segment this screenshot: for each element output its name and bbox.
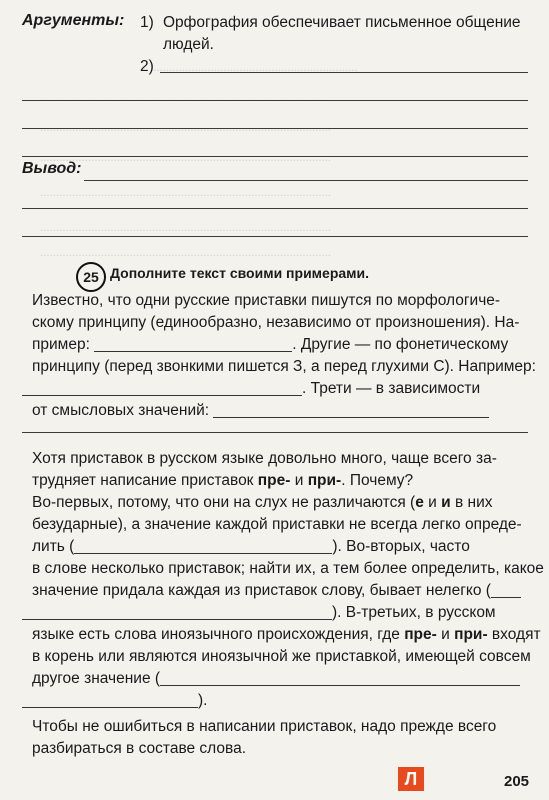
task-text-line: безударные), а значение каждой приставки не всегда легко опреде-	[32, 516, 522, 533]
task-text-line: языке есть слова иноязычного происхождения, где пре- и при- входят	[32, 626, 541, 643]
answer-blank[interactable]	[22, 691, 198, 708]
task-text-line: другое значение (	[32, 668, 520, 690]
answer-line[interactable]	[22, 432, 528, 433]
task-title: Дополните текст своими примерами.	[110, 265, 370, 281]
workbook-page: ................................................................. ........................................................................................... ........................................................................................... ........................................................................................... ........................................................................................... ........................................................................................... ........................................................................................... Аргументы: 1) Орфография обеспечивает письменное общение людей. 2) Вывод: 25 Дополните текст своими примерами. Известно, что одни русские приставки пишутся по морфологиче- скому принципу (единообразно, независимо от произношения). На- пример: . Другие — по фонетическому принципу (перед звонкими пишется З, а перед глухими С). Например: . Трети — в зависимости от смысловых значений: Хотя приставок в русском языке довольно много, чаще всего за- трудняет написание приставок пре- и при-. Почему? Во-первых, потому, что они на слух не различаются (е и и в них безударные), а значение каждой приставки не всегда легко опреде- лить ( ). Во-вторых, часто в слове несколько приставок; найти их, а тем более определить, какое значение придала каждая из приставок слову, бывает нелегко ( ). В-третьих, в русском языке есть слова иноязычного происхождения, где пре- и при- входят в корень или являются иноязычной же приставкой, имеющей совсем другое значение ( ). Чтобы не ошибиться в написании приставок, надо прежде всего разбираться в составе слова. Л 205	[22, 12, 544, 790]
task-text-line: принципу (перед звонкими пишется З, а перед глухими С). Например:	[32, 358, 536, 375]
arguments-label: Аргументы:	[22, 12, 125, 29]
conclusion-label: Вывод:	[22, 160, 82, 177]
answer-blank[interactable]	[22, 603, 332, 620]
publisher-logo: Л	[398, 767, 424, 791]
task-text-line: значение придала каждая из приставок слову, бывает нелегко (	[32, 580, 521, 602]
task-text-line: разбираться в составе слова.	[32, 740, 247, 757]
answer-blank[interactable]	[160, 669, 520, 686]
task-text-line: Хотя приставок в русском языке довольно много, чаще всего за-	[32, 450, 497, 467]
task-text-line: ). В-третьих, в русском	[22, 602, 496, 624]
task-text-line: трудняет написание приставок пре- и при-. Почему?	[32, 472, 414, 489]
task-text-line: пример: . Другие — по фонетическому	[32, 336, 509, 353]
task-text-line: Во-первых, потому, что они на слух не различаются (е и и в них	[32, 494, 493, 511]
conclusion-answer-line[interactable]	[84, 180, 528, 181]
task-text-line: Известно, что одни русские приставки пишутся по морфологиче-	[32, 292, 501, 309]
answer-blank[interactable]	[22, 379, 302, 396]
argument-2-number: 2)	[140, 58, 154, 75]
answer-blank[interactable]	[94, 335, 292, 352]
task-text-line: скому принципу (единообразно, независимо от произношения). На-	[32, 314, 520, 331]
argument-answer-line[interactable]	[22, 156, 528, 157]
argument-1-text: Орфография обеспечивает письменное общение	[163, 14, 521, 31]
task-text-line: от смысловых значений:	[32, 400, 489, 422]
task-text-line: Чтобы не ошибиться в написании приставок, надо прежде всего	[32, 718, 497, 735]
conclusion-answer-line[interactable]	[22, 208, 528, 209]
task-text-line: лить ( ). Во-вторых, часто	[32, 538, 470, 555]
answer-blank[interactable]	[74, 537, 332, 554]
argument-1-number: 1)	[140, 14, 154, 31]
task-text-line: в слове несколько приставок; найти их, а тем более определить, какое	[32, 560, 544, 577]
page-number: 205	[504, 773, 530, 790]
argument-2-answer-line[interactable]	[160, 72, 528, 73]
task-number-badge: 25	[76, 262, 106, 292]
task-text-line: в корень или являются иноязычной же приставкой, имеющей совсем	[32, 648, 531, 665]
task-text-line: . Трети — в зависимости	[22, 378, 480, 400]
argument-answer-line[interactable]	[22, 128, 528, 129]
argument-answer-line[interactable]	[22, 100, 528, 101]
argument-1-continuation: людей.	[163, 36, 214, 53]
answer-blank[interactable]	[213, 401, 489, 418]
answer-blank[interactable]	[491, 581, 521, 598]
task-text-line: ).	[22, 690, 207, 712]
conclusion-answer-line[interactable]	[22, 236, 528, 237]
